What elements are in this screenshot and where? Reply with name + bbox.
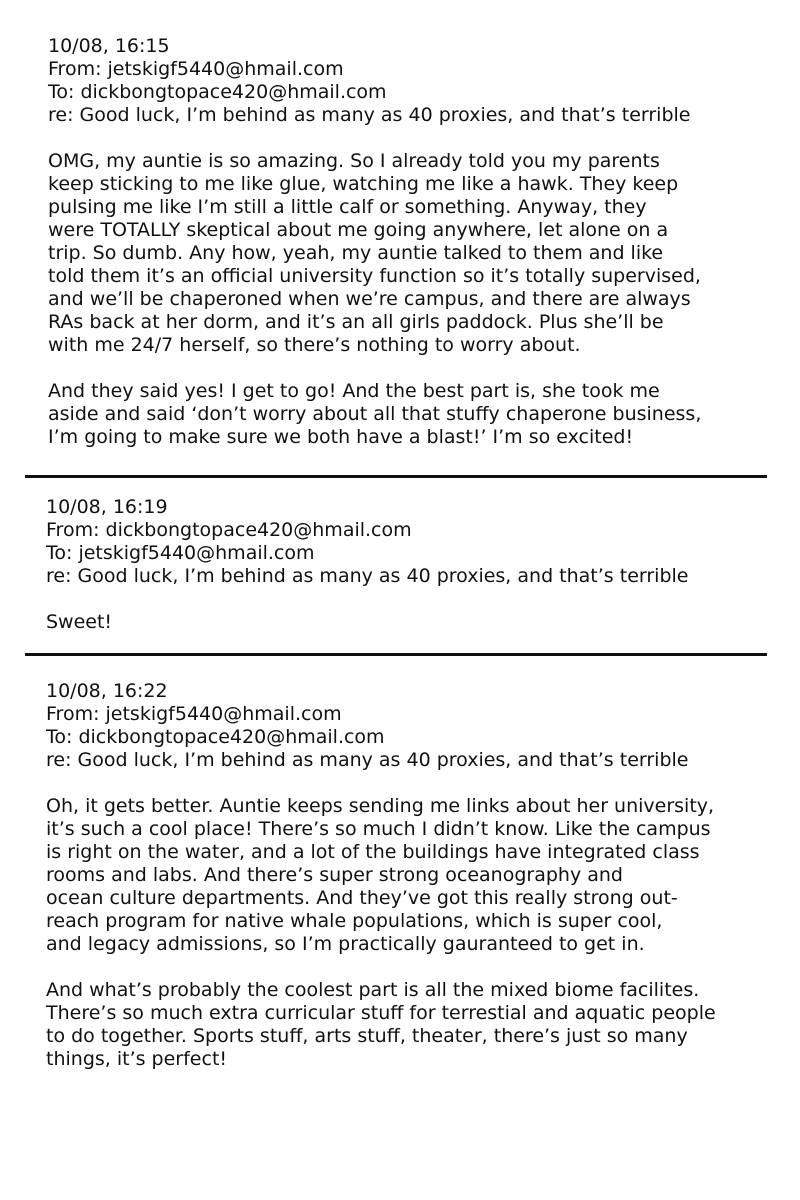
email-to: To: jetskigf5440@hmail.com [46, 542, 315, 564]
email-from: From: jetskigf5440@hmail.com [48, 58, 344, 80]
email-body-paragraph: And they said yes! I get to go! And the best part is, she took me aside and said ‘don’t worry about all that stuffy chaperone business, I’m going to make sure we both have a blast!’ I’m so excited! [48, 380, 702, 448]
email-date: 10/08, 16:22 [46, 680, 168, 702]
email-body-paragraph: Oh, it gets better. Auntie keeps sending me links about her university, it’s such a cool place! There’s so much I didn’t know. Like the campus is right on the water, and a lot of the buildings have integrated class rooms and labs. And there’s super strong oceanography and ocean culture departments. And they’ve got this really strong out- reach program for native whale populations, which is super cool, and legacy admissions, so I’m practically gauranteed to get in. [46, 795, 715, 955]
email-body-paragraph: OMG, my auntie is so amazing. So I already told you my parents keep sticking to me like glue, watching me like a hawk. They keep pulsing me like I’m still a little calf or something. Anyway, they were TOTALLY skeptical about me going anywhere, let alone on a trip. So dumb. Any how, yeah, my auntie talked to them and like told them it’s an official university function so it’s totally supervised, and we’ll be chaperoned when we’re campus, and there are always RAs back at her dorm, and it’s an all girls paddock. Plus she’ll be with me 24/7 herself, so there’s nothing to worry about. [48, 150, 701, 356]
email-subject: re: Good luck, I’m behind as many as 40 proxies, and that’s terrible [48, 104, 691, 126]
message-divider [25, 475, 767, 478]
email-date: 10/08, 16:15 [48, 35, 170, 57]
email-subject: re: Good luck, I’m behind as many as 40 proxies, and that’s terrible [46, 749, 689, 771]
email-subject: re: Good luck, I’m behind as many as 40 proxies, and that’s terrible [46, 565, 689, 587]
email-message-1 [48, 35, 800, 449]
email-to: To: dickbongtopace420@hmail.com [46, 726, 385, 748]
email-from: From: dickbongtopace420@hmail.com [46, 519, 412, 541]
email-date: 10/08, 16:19 [46, 496, 168, 518]
email-from: From: jetskigf5440@hmail.com [46, 703, 342, 725]
message-divider [25, 653, 767, 656]
email-to: To: dickbongtopace420@hmail.com [48, 81, 387, 103]
email-body-paragraph: And what’s probably the coolest part is all the mixed biome facilites. There’s so much extra curricular stuff for terrestial and aquatic people to do together. Sports stuff, arts stuff, theater, there’s just so many things, it’s perfect! [46, 979, 716, 1070]
email-body-paragraph: Sweet! [46, 611, 113, 633]
email-message-3 [46, 680, 800, 1071]
email-message-2 [46, 496, 800, 634]
